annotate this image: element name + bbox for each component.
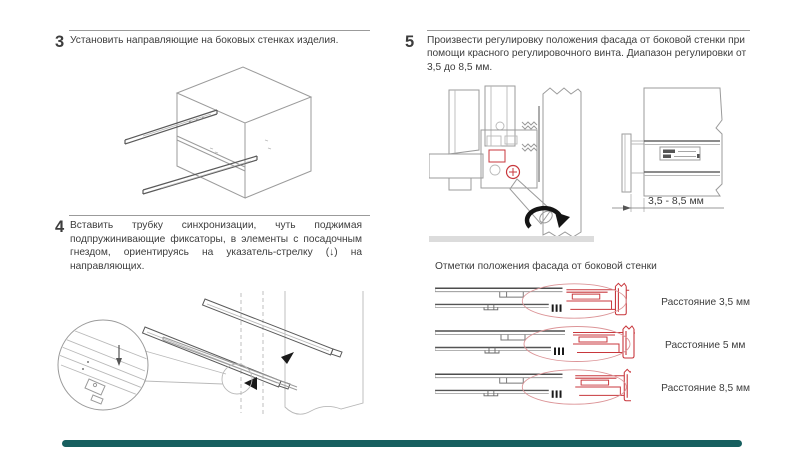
facade-mark-figure [435,368,631,408]
facade-mark-row [435,368,750,408]
facade-gap-figure [612,84,752,219]
left-column [55,30,370,439]
facade-marks-title: Отметки положения фасада от боковой стенки [435,261,657,273]
facade-mark-label: Расстояние 8,5 мм [661,382,750,394]
footer-bar [62,440,742,447]
cabinet-slides-drawing [115,60,325,200]
sync-tube-drawing [45,291,375,439]
facade-mark-label: Расстояние 3,5 мм [661,296,750,308]
step-3 [55,30,370,200]
step-5-number: 5 [405,33,415,51]
cabinet-slides-figure [115,60,370,200]
step-3-rule [69,30,370,31]
right-column [405,30,750,411]
facade-gap-drawing [612,84,752,219]
adjustment-range-label: 3,5 - 8,5 мм [648,195,704,208]
facade-marks-rows [405,282,750,408]
facade-mark-figure [435,325,635,365]
step-3-number: 3 [55,33,65,51]
adjustment-screw-drawing [429,84,594,244]
adjustment-screw-figure [429,84,594,244]
step-5-figures [429,84,750,244]
facade-mark-row [435,282,750,322]
facade-mark-label: Расстояние 5 мм [665,339,746,351]
step-5 [405,30,750,244]
sync-tube-figure [45,291,370,439]
facade-mark-row [435,325,750,365]
step-3-text: Установить направляющие на боковых стенках изделия. [70,35,339,46]
step-5-text: Произвести регулировку положения фасада от боковой стенки при помощи красного регулировочного винта. Диапазон регулировки от 3,5 до 8,5 мм. [427,35,747,73]
step-5-rule [427,30,750,31]
step-4-rule [69,215,370,216]
step-4 [55,215,370,439]
facade-mark-figure [435,282,631,322]
step-4-number: 4 [55,218,65,237]
facade-marks-section [405,261,750,408]
step-4-text: Вставить трубку синхронизации, чуть поджимая подпружинивающие фиксаторы, в элементы с посадочным гнездом, ориентируясь на указатель-стрелку (↓) на направляющих. [70,220,362,272]
